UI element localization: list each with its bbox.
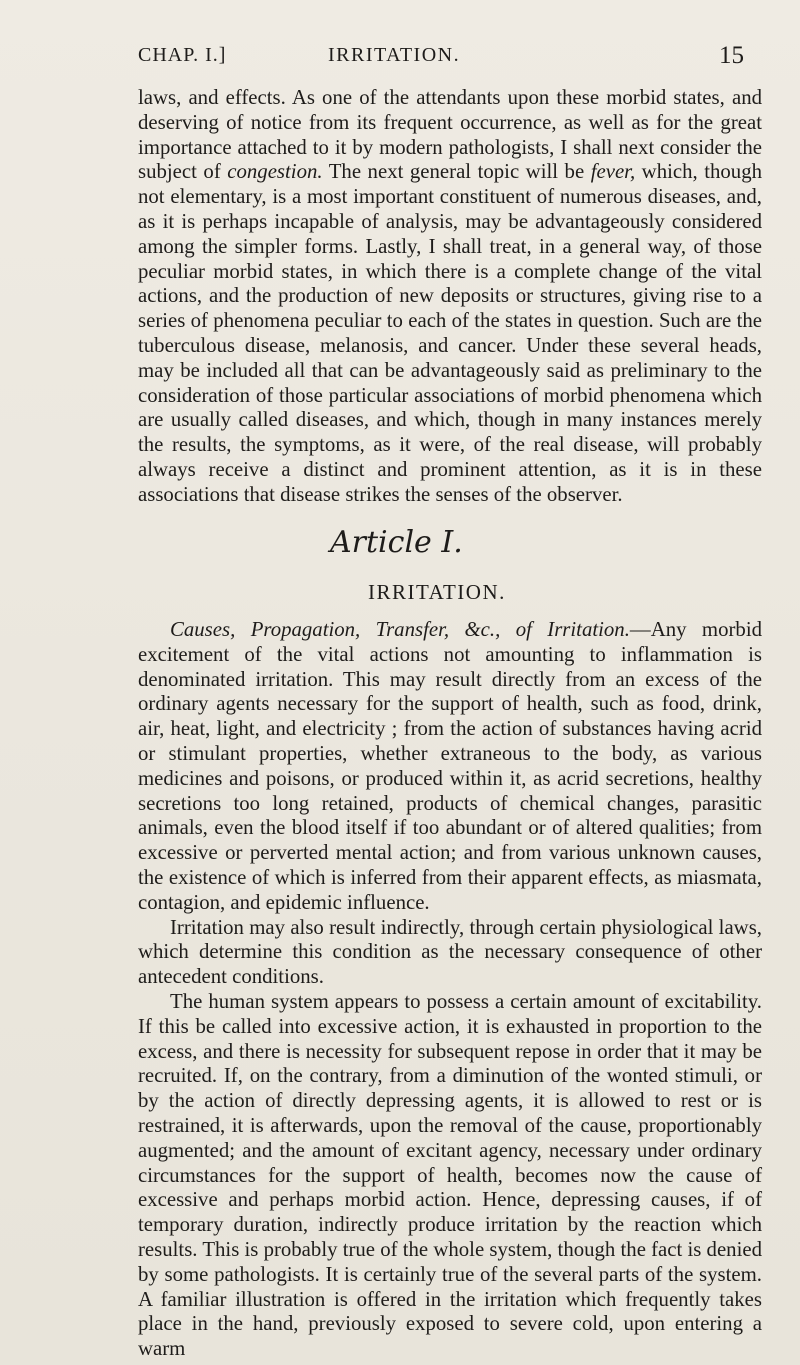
paragraph-intro	[138, 86, 762, 508]
term-fever: fever,	[590, 160, 636, 184]
article-label: Article I.	[330, 525, 463, 560]
article-title: IRRITATION.	[368, 580, 506, 604]
intro-part-2: The next general topic will be	[322, 160, 591, 184]
term-congestion: congestion.	[227, 160, 323, 184]
running-title: IRRITATION.	[328, 44, 461, 66]
paragraph-causes-text: —Any morbid excitement of the vital actions not amounting to inflammation is denominated irritation. This may result directly from an excess of the ordinary agents necessary for the support of health, such as food, drink, air, heat, light, and electricity ; from the action of substances having acrid or stimulant properties, whether extraneous to the body, as various medicines and poisons, or produced within it, as acrid secretions, healthy secretions too long retained, products of chemical changes, parasitic animals, even the blood itself if too abundant or of altered qualities; from excessive or perverted mental action; and from various unknown causes, the existence of which is inferred from their apparent effects, as miasmata, contagion, and epidemic influence.	[138, 618, 763, 914]
body-text	[138, 618, 762, 1362]
paragraph-excitability: The human system appears to possess a certain amount of excitability. If this be called into excessive action, it is exhausted in proportion to the excess, and there is necessity for subsequent repose in order that it may be recruited. If, on the contrary, from a diminution of the wonted stimuli, or by the action of directly depressing agents, it is allowed to rest or is restrained, it is afterwards, upon the removal of the cause, proportionably augmented; and the amount of excitant agency, necessary under ordinary circumstances for the support of health, becomes now the cause of excessive and perhaps morbid action. Hence, depressing causes, if of temporary duration, indirectly produce irritation by the reaction which results. This is probably true of the whole system, though the fact is denied by some pathologists. It is certainly true of the several parts of the system. A familiar illustration is offered in the irritation which frequently takes place in the hand, previously exposed to severe cold, upon entering a warm	[138, 989, 762, 1361]
paragraph-causes	[138, 618, 762, 916]
chapter-marker: CHAP. I.]	[138, 44, 227, 66]
intro-part-1: laws, and effects. As one of the attendants upon these morbid states, and deserving of notice from its frequent occurrence, as well as for the great importance attached to it by modern pathologists, I shall next consider the subject of	[138, 86, 762, 184]
running-head	[138, 44, 744, 78]
intro-part-3: which, though not elementary, is a most important constituent of numerous diseases, and, as it is perhaps incapable of analysis, may be advantageously considered among the simpler forms. Lastly, I shall treat, in a general way, of those peculiar morbid states, in which there is a complete change of the vital actions, and the production of new deposits or structures, giving rise to a series of phenomena peculiar to each of the states in question. Such are the tuberculous disease, melanosis, and cancer. Under these several heads, may be included all that can be advantageously said as preliminary to the consideration of those particular associations of morbid phenomena which are usually called diseases, and which, though in many instances merely the results, the symptoms, as it were, of the real disease, will probably always receive a distinct and prominent attention, as it is in these associations that disease strikes the senses of the observer.	[138, 160, 762, 506]
page-number: 15	[719, 42, 744, 69]
paragraph-causes-lead: Causes, Propagation, Transfer, &c., of Irritation.	[170, 618, 630, 641]
paragraph-indirect: Irritation may also result indirectly, through certain physiological laws, which determine this condition as the necessary consequence of other antecedent conditions.	[138, 915, 762, 989]
paragraph-intro-text	[138, 86, 762, 508]
